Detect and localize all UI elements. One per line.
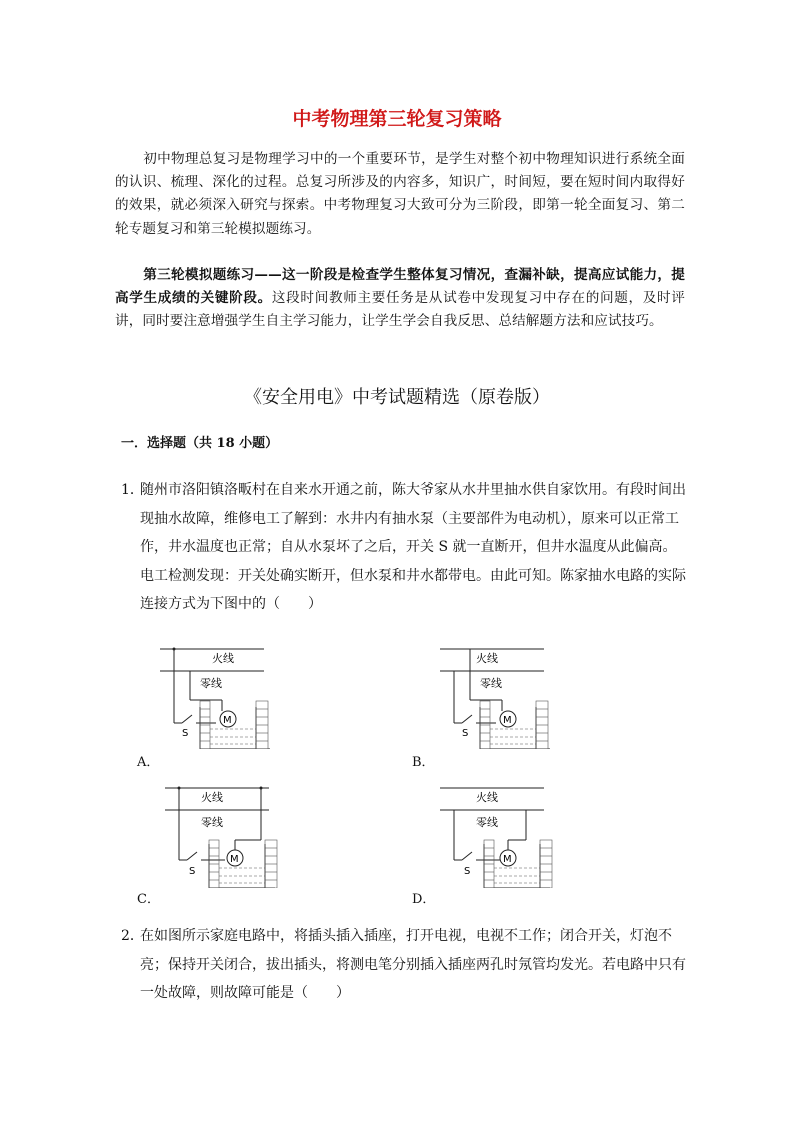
option-label-c: C． bbox=[137, 892, 160, 907]
motor-label: M bbox=[230, 854, 239, 865]
circuit-diagram-b bbox=[440, 645, 580, 749]
live-wire-label: 火线 bbox=[201, 791, 223, 804]
circuit-diagram-c bbox=[165, 784, 305, 888]
switch-label: S bbox=[462, 728, 469, 739]
question-number: 2． bbox=[121, 928, 144, 944]
intro-paragraph bbox=[115, 148, 685, 241]
option-label-a: A． bbox=[137, 755, 160, 770]
document-title: 中考物理第三轮复习策略 bbox=[292, 108, 502, 130]
neutral-wire-label: 零线 bbox=[200, 677, 222, 690]
neutral-wire-label: 零线 bbox=[476, 816, 498, 829]
neutral-wire-label: 零线 bbox=[480, 677, 502, 690]
circuit-diagram-d bbox=[440, 784, 580, 888]
motor-label: M bbox=[503, 715, 512, 726]
question-1 bbox=[121, 476, 689, 619]
question-text: 随州市洛阳镇洛畈村在自来水开通之前，陈大爷家从水井里抽水供自家饮用。有段时间出现抽水故障，维修电工了解到：水井内有抽水泵（主要部件为电动机），原来可以正常工作，井水温度也正常；自从水泵坏了之后，开关 S 就一直断开，但井水温度从此偏高。电工检测发现：开关处确实断开，但水泵和井水都带电。由此可知。陈家抽水电路的实际连接方式为下图中的（ ） bbox=[140, 482, 686, 612]
option-label-d: D． bbox=[412, 892, 436, 907]
motor-label: M bbox=[503, 854, 512, 865]
stage-bold-text: 第三轮模拟题练习——这一阶段是检查学生整体复习情况，查漏补缺，提高应试能力，提高学生成绩的关键阶段。 bbox=[115, 267, 685, 307]
question-2 bbox=[121, 922, 689, 1008]
live-wire-label: 火线 bbox=[212, 652, 234, 665]
live-wire-label: 火线 bbox=[476, 652, 498, 665]
intro-text: 初中物理总复习是物理学习中的一个重要环节，是学生对整个初中物理知识进行系统全面的认识、梳理、深化的过程。总复习所涉及的内容多，知识广，时间短，要在短时间内取得好的效果，就必须深入研究与探索。中考物理复习大致可分为三阶段，即第一轮全面复习、第二轮专题复习和第三轮模拟题练习。 bbox=[115, 151, 685, 237]
stage-rest-text: 这段时间教师主要任务是从试卷中发现复习中存在的问题，及时评讲，同时要注意增强学生自主学习能力，让学生学会自我反思、总结解题方法和应试技巧。 bbox=[115, 290, 685, 330]
question-number: 1． bbox=[121, 482, 144, 498]
switch-label: S bbox=[189, 866, 196, 877]
section-heading: 一．选择题（共 18 小题） bbox=[121, 436, 279, 451]
question-text: 在如图所示家庭电路中，将插头插入插座，打开电视，电视不工作；闭合开关，灯泡不亮；保持开关闭合，拔出插头，将测电笔分别插入插座两孔时氖管均发光。若电路中只有一处故障，则故障可能是（ ） bbox=[140, 928, 686, 1001]
exam-subtitle: 《安全用电》中考试题精选（原卷版） bbox=[244, 387, 550, 408]
switch-label: S bbox=[464, 866, 471, 877]
switch-label: S bbox=[182, 728, 189, 739]
option-label-b: B． bbox=[412, 755, 435, 770]
neutral-wire-label: 零线 bbox=[201, 816, 223, 829]
stage-paragraph bbox=[115, 264, 685, 334]
motor-label: M bbox=[223, 715, 232, 726]
live-wire-label: 火线 bbox=[476, 791, 498, 804]
circuit-diagram-a bbox=[160, 645, 300, 749]
